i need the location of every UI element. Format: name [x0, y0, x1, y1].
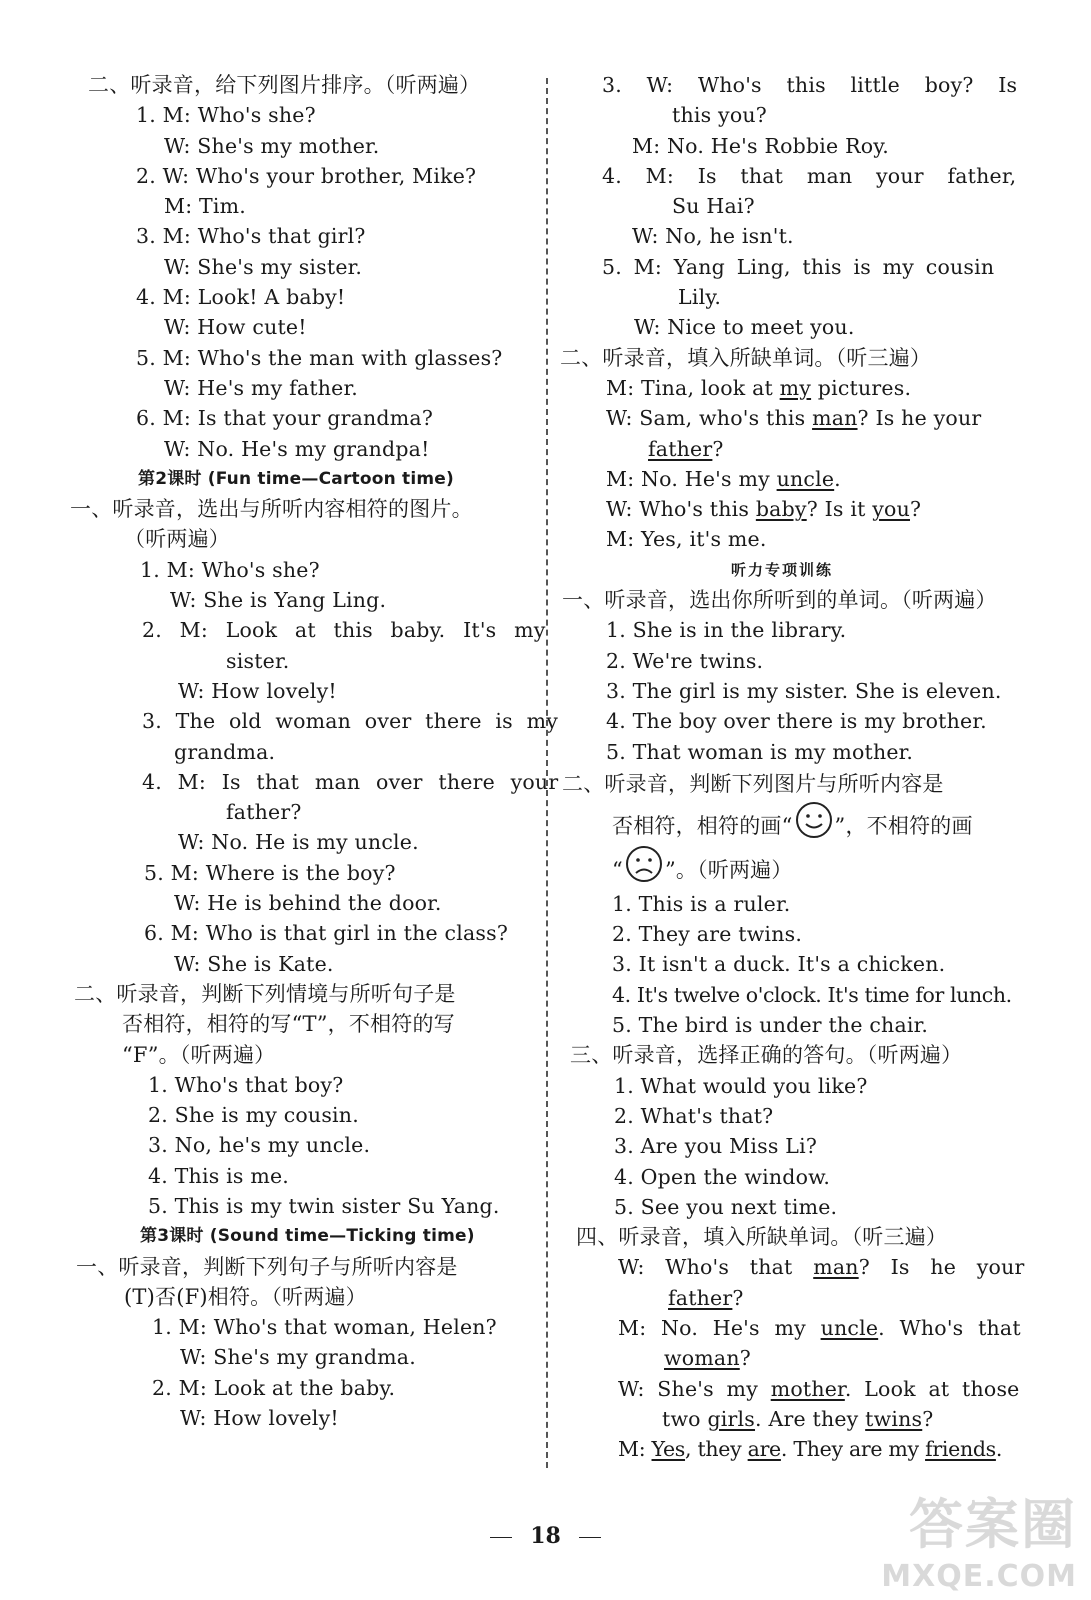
dialogue-line	[562, 434, 1012, 464]
dialogue-line: 5. M: Where is the boy?	[144, 860, 396, 885]
list-item: 1. What would you like?	[614, 1073, 868, 1098]
answer-word: uncle	[776, 466, 835, 491]
dialogue-line: 2. M: Look at the baby.	[152, 1375, 396, 1400]
dialogue-line: W: How lovely!	[180, 1406, 339, 1431]
text: pictures.	[811, 375, 912, 400]
list-item: 5. The bird is under the chair.	[612, 1013, 929, 1038]
list-item: 1. This is a ruler.	[612, 891, 791, 916]
text: ?	[910, 497, 922, 522]
right-column	[560, 70, 1025, 1464]
answer-word: Yes	[651, 1437, 686, 1462]
dialogue-line: W: She is Yang Ling.	[170, 588, 387, 613]
dialogue-line: 4. M: Is that man your father,	[602, 163, 1017, 188]
dialogue-line: W: How lovely!	[178, 678, 337, 703]
answer-word: woman	[664, 1346, 740, 1371]
answer-word: man	[812, 406, 858, 431]
text: . Look at those	[844, 1376, 1020, 1401]
dialogue-line: 1. M: Who's she?	[136, 103, 316, 128]
section-title: 二、听录音，填入所缺单词。（听三遍）	[560, 345, 932, 370]
dialogue-line	[562, 373, 1012, 403]
text: ?	[739, 1346, 751, 1371]
page-number-text: 18	[530, 1523, 561, 1549]
answer-word: man	[813, 1255, 859, 1280]
section-title-cont: “F”。（听两遍）	[122, 1042, 276, 1067]
dialogue-line: 2. M: Look at this baby. It's my	[142, 618, 546, 643]
dialogue-line: 3. M: Who's that girl?	[136, 224, 366, 249]
text: W: Who's this	[606, 497, 756, 522]
dialogue-line: W: He is behind the door.	[174, 891, 442, 916]
section-title: 一、听录音，判断下列句子与所听内容是	[76, 1254, 458, 1279]
column-divider	[546, 78, 548, 1468]
list-item: 5. This is my twin sister Su Yang.	[148, 1193, 500, 1218]
watermark	[881, 1482, 1077, 1594]
text: W: Sam, who's this	[606, 406, 813, 431]
section-title: 一、听录音，选出与所听内容相符的图片。	[70, 497, 473, 522]
dialogue-line: 4. M: Look! A baby!	[136, 285, 346, 310]
text: “	[612, 857, 623, 882]
list-item: 4. The boy over there is my brother.	[606, 709, 987, 734]
answer-word: friends	[925, 1437, 996, 1462]
answer-word: you	[872, 497, 910, 522]
answer-word: mother	[770, 1376, 845, 1401]
text: ?	[712, 436, 724, 461]
dialogue-line: W: She's my grandma.	[180, 1345, 416, 1370]
dialogue-line	[562, 1252, 1025, 1282]
text: ? Is he your	[858, 1255, 1025, 1280]
section-title-cont	[562, 845, 1012, 889]
dialogue-line: this you?	[672, 103, 767, 128]
text: ? Is it	[806, 497, 873, 522]
text: two	[662, 1406, 708, 1431]
dash-left	[490, 1537, 512, 1538]
dialogue-line: 3. W: Who's this little boy? Is	[602, 73, 1018, 97]
section-title-cont: (T)否(F)相符。（听两遍）	[124, 1284, 367, 1309]
sp-q2-list	[562, 889, 1012, 1040]
l2-q2-list	[88, 1070, 546, 1221]
list-item: 3. Are you Miss Li?	[614, 1134, 818, 1159]
fill-blanks-2	[562, 1252, 1025, 1464]
list-item: 1. Who's that boy?	[148, 1072, 344, 1097]
list-item: 4. This is me.	[148, 1163, 290, 1188]
answer-word: father	[648, 436, 713, 461]
dialogue-line: M: Yes, it's me.	[606, 527, 767, 552]
dialogue-line: W: He's my father.	[164, 375, 358, 400]
text: M:	[618, 1437, 652, 1462]
section-title-cont: （听两遍）	[124, 527, 230, 552]
dialogue-line: M: Tim.	[164, 194, 246, 219]
lesson-heading: 第2课时 (Fun time—Cartoon time)	[138, 468, 455, 489]
text: .	[995, 1437, 1003, 1462]
dialogue-line	[562, 1404, 1012, 1434]
l3-q1-dialogue	[88, 1312, 546, 1433]
text: M: No. He's my	[618, 1315, 821, 1340]
dialogue-line: W: No. He is my uncle.	[178, 830, 419, 855]
dialogue-line: W: No. He's my grandpa!	[164, 436, 430, 461]
dialogue-line: W: She is Kate.	[174, 951, 334, 976]
dialogue-line: 3. The old woman over there is my	[142, 709, 559, 734]
watermark-logo-text: 答案圈	[909, 1493, 1077, 1556]
lesson-heading: 第3课时 (Sound time—Ticking time)	[140, 1226, 475, 1247]
section-title: 二、听录音，给下列图片排序。（听两遍）	[88, 73, 481, 97]
dialogue-line: 6. M: Is that your grandma?	[136, 406, 434, 431]
dialogue-line: Su Hai?	[672, 194, 755, 219]
list-item: 5. See you next time.	[614, 1194, 838, 1219]
dialogue-line	[562, 403, 1012, 433]
text: W: Who's that	[618, 1255, 814, 1280]
section-title: 三、听录音，选择正确的答句。（听两遍）	[570, 1043, 963, 1068]
dialogue-line	[562, 464, 1012, 494]
dialogue-line: Lily.	[678, 285, 722, 310]
text: ?	[732, 1285, 744, 1310]
dialogue-line: 2. W: Who's your brother, Mike?	[136, 163, 477, 188]
dialogue-line: M: No. He's Robbie Roy.	[632, 133, 890, 158]
dialogue-line: 4. M: Is that man over there your	[142, 769, 559, 794]
list-item: 3. No, he's my uncle.	[148, 1133, 371, 1158]
dialogue-line	[562, 1283, 1012, 1313]
section-title-cont	[562, 801, 1012, 845]
text: 否相符，相符的画“	[612, 813, 793, 838]
dialogue-line: sister.	[226, 648, 290, 673]
section-title: 一、听录音，选出你所听到的单词。（听两遍）	[562, 588, 997, 613]
answer-word: twins	[865, 1406, 923, 1431]
answer-word: baby	[755, 497, 807, 522]
continued-dialogue	[562, 70, 1018, 343]
text: ”。（听两遍）	[664, 857, 793, 882]
smile-face-icon	[795, 801, 833, 854]
answer-word: uncle	[820, 1315, 879, 1340]
list-item: 2. She is my cousin.	[148, 1103, 359, 1128]
dialogue-line: father?	[226, 800, 302, 825]
answer-word: are	[747, 1437, 781, 1462]
answer-word: my	[779, 375, 812, 400]
dialogue-line	[562, 1343, 1012, 1373]
text: . They are my	[780, 1437, 926, 1462]
section-title: 二、听录音，判断下列情境与所听句子是	[74, 981, 456, 1006]
dialogue-line: 1. M: Who's that woman, Helen?	[152, 1315, 497, 1340]
text: . Are they	[755, 1406, 866, 1431]
dialogue-line	[562, 1434, 1012, 1464]
dialogue-line	[562, 494, 1012, 524]
list-item: 4. It's twelve o'clock. It's time for lunch.	[612, 982, 1012, 1007]
fill-blanks-1	[562, 373, 1012, 555]
section-title-cont: 否相符，相符的写“T”，不相符的写	[122, 1012, 455, 1037]
dialogue-line: W: Nice to meet you.	[634, 315, 855, 340]
dialogue-line: W: She's my sister.	[164, 254, 363, 279]
watermark-url: MXQE.COM	[881, 1559, 1077, 1594]
dialogue-line: W: She's my mother.	[164, 133, 380, 158]
text: M: No. He's my	[606, 466, 777, 491]
text: ”，不相符的画	[834, 813, 973, 838]
list-item: 2. They are twins.	[612, 922, 803, 947]
s2-dialogue	[88, 100, 546, 464]
answer-word: girls	[707, 1406, 756, 1431]
answer-word: father	[668, 1285, 733, 1310]
dialogue-line: 5. M: Yang Ling, this is my cousin	[602, 254, 995, 279]
dialogue-line: W: How cute!	[164, 315, 307, 340]
dialogue-line: 6. M: Who is that girl in the class?	[144, 921, 509, 946]
list-item: 3. It isn't a duck. It's a chicken.	[612, 952, 946, 977]
text: ?	[922, 1406, 934, 1431]
text: W: She's my	[618, 1376, 771, 1401]
text: , they	[685, 1437, 748, 1462]
dialogue-line: W: No, he isn't.	[632, 224, 794, 249]
list-item: 4. Open the window.	[614, 1164, 831, 1189]
text: .	[834, 466, 841, 491]
list-item: 3. The girl is my sister. She is eleven.	[606, 678, 1002, 703]
sp-q1-list	[562, 615, 1012, 766]
left-column	[70, 70, 559, 1433]
list-item: 1. She is in the library.	[606, 618, 847, 643]
list-item: 2. We're twins.	[606, 648, 764, 673]
dialogue-line: grandma.	[174, 739, 276, 764]
dialogue-line	[562, 1374, 1020, 1404]
text: M: Tina, look at	[606, 375, 780, 400]
l2-q1-dialogue	[88, 555, 559, 979]
dialogue-line	[562, 1313, 1021, 1343]
dialogue-line: 5. M: Who's the man with glasses?	[136, 345, 503, 370]
text: ? Is he your	[857, 406, 982, 431]
dash-right	[579, 1537, 601, 1538]
sp-q3-list	[562, 1071, 1012, 1222]
dialogue-line: 1. M: Who's she?	[140, 557, 320, 582]
section-title: 四、听录音，填入所缺单词。（听三遍）	[576, 1225, 948, 1250]
special-heading: 听力专项训练	[730, 560, 833, 579]
list-item: 2. What's that?	[614, 1103, 774, 1128]
list-item: 5. That woman is my mother.	[606, 739, 914, 764]
section-title: 二、听录音，判断下列图片与所听内容是	[562, 771, 944, 796]
text: . Who's that	[878, 1315, 1021, 1340]
